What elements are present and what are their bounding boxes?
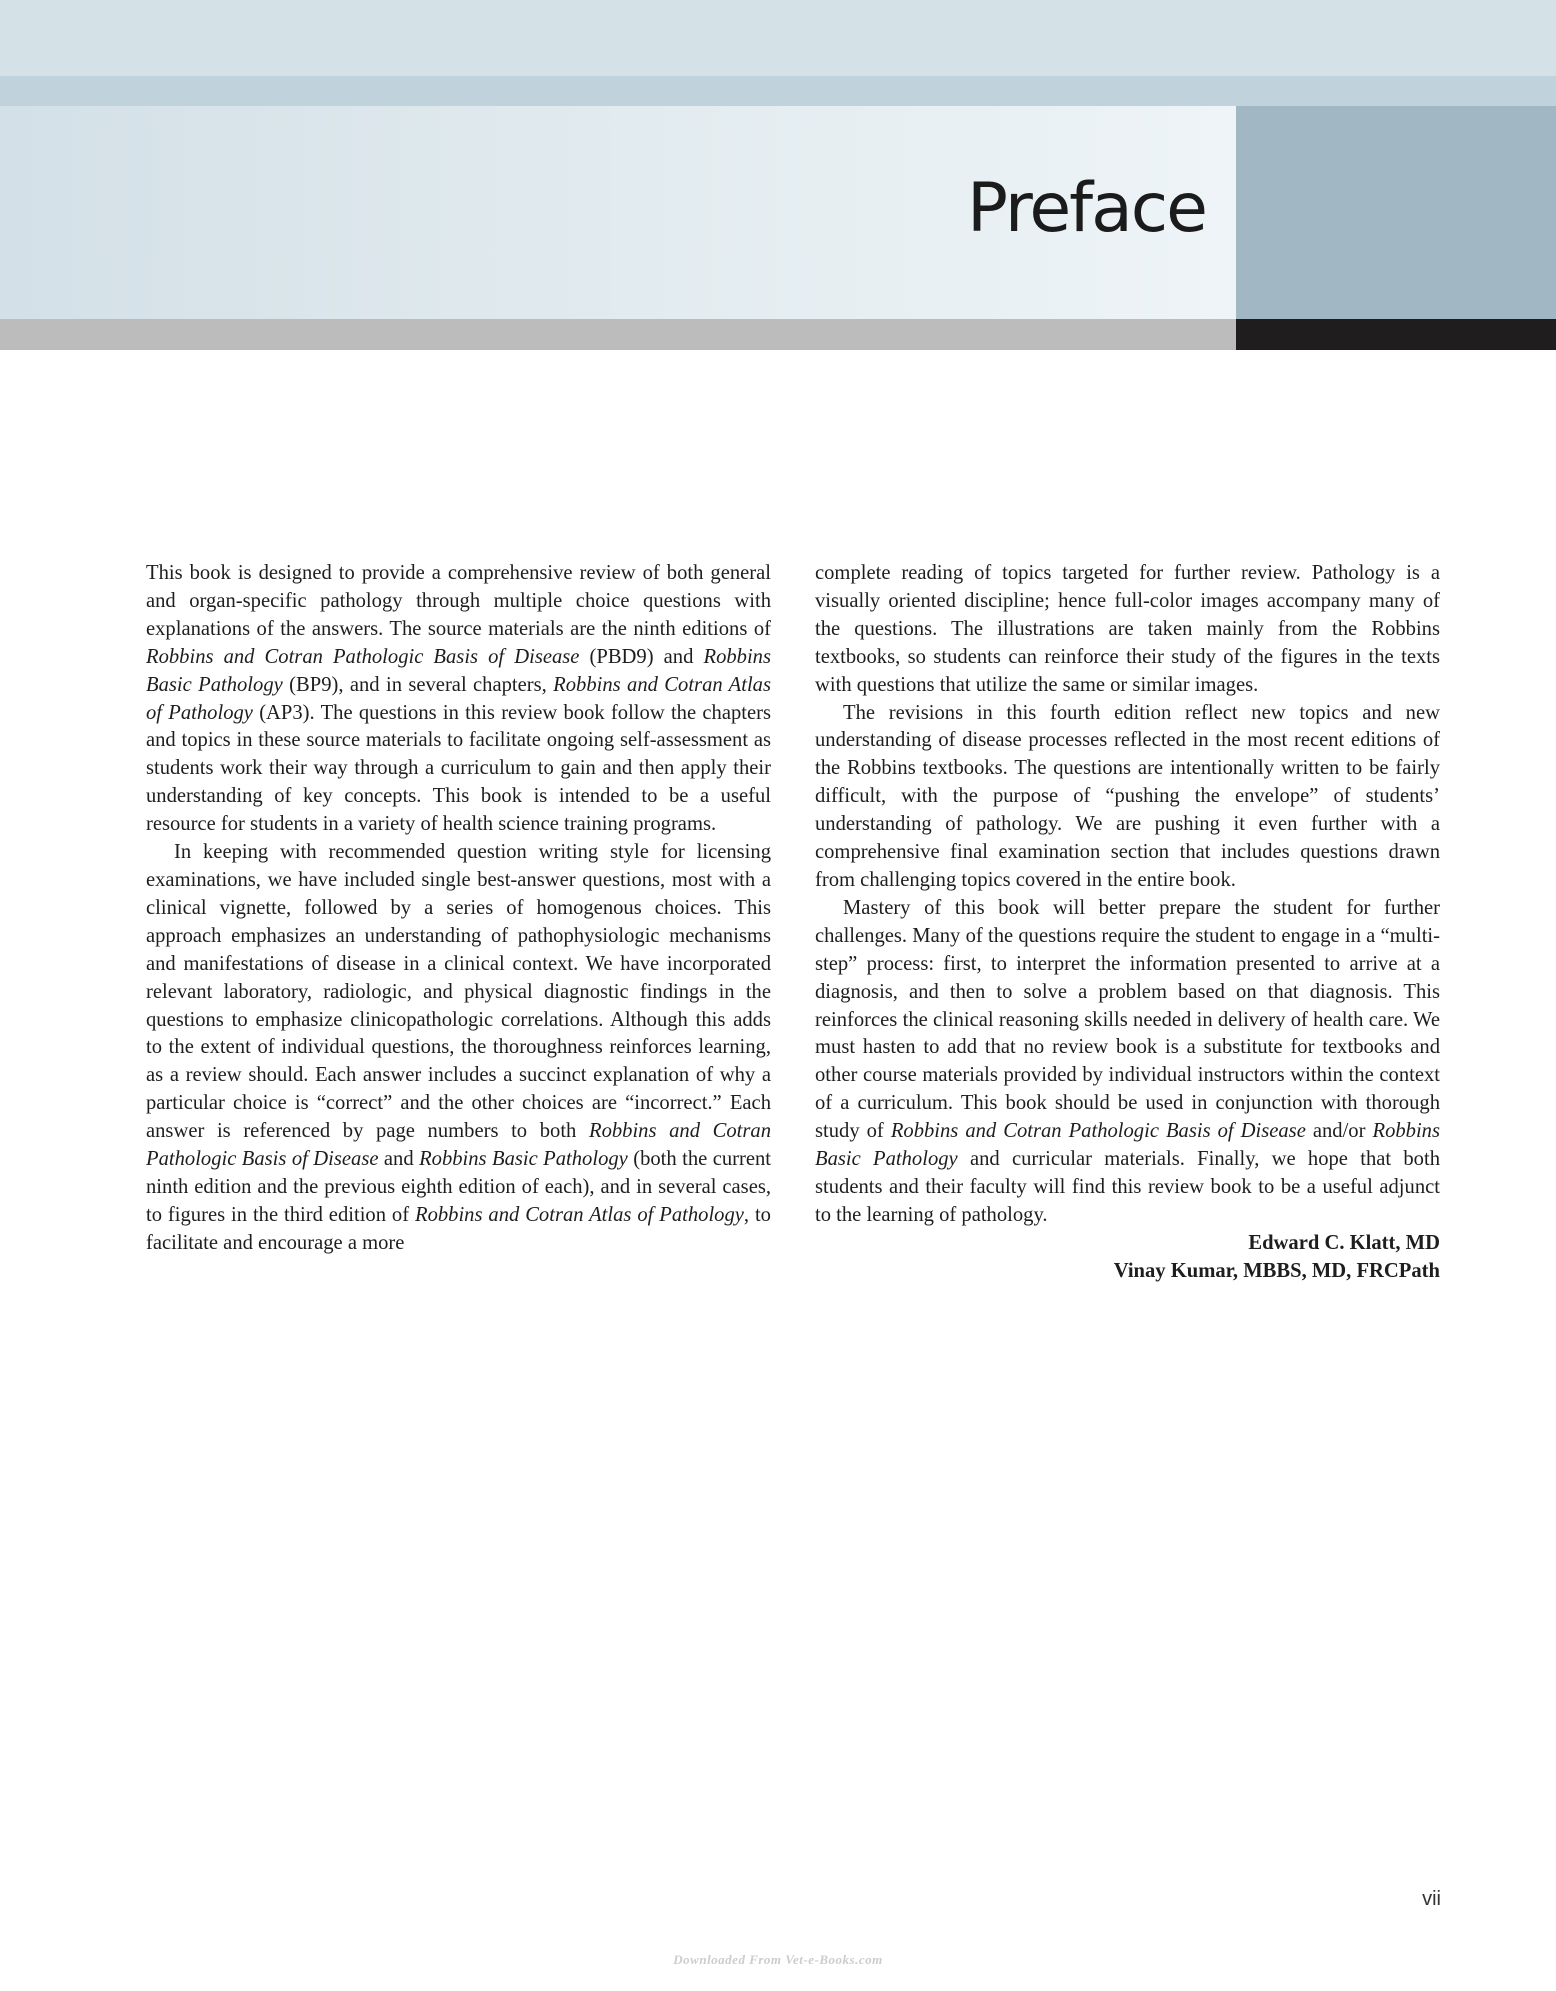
text-run: (PBD9) and	[579, 645, 704, 668]
book-title: Robbins Basic Pathology	[146, 645, 771, 696]
header-accent-block	[1236, 106, 1556, 319]
text-run: and	[378, 1148, 420, 1171]
header-stripe	[0, 76, 1556, 106]
book-title: Robbins and Cotran Atlas of Pathology	[414, 1203, 744, 1226]
paragraph: complete reading of topics targeted for further review. Pathology is a visually oriented discipline; hence full-color images accompany many of the questions. The illustrations are taken mainly from the Robbins textbooks, so students can reinforce their study of the figures in the texts with questions that utilize the same or similar images.	[815, 562, 1440, 696]
text-run: (AP3). The questions in this review book follow the chapters and topics in these source materials to facilitate ongoing self-assessment as students work their way through a curriculum to gain and then apply their understanding of key concepts. This book is intended to be a useful resource for students in a variety of health science training programs.	[146, 701, 771, 836]
left-column	[146, 560, 771, 1258]
text-run: and/or	[1305, 1120, 1373, 1143]
paragraph	[815, 895, 1440, 1230]
text-run: , to facilitate and encourage a more	[146, 1203, 771, 1254]
text-run: and curricular materials. Finally, we hope that both students and their faculty will find this review book to be a useful adjunct to the learning of pathology.	[815, 1148, 1440, 1226]
header-black-bar	[1236, 319, 1556, 350]
right-column	[815, 560, 1440, 1286]
text-run: In keeping with recommended question writing style for licensing examinations, we have included single best-answer questions, most with a clinical vignette, followed by a series of homogenous choices. This approach emphasizes an understanding of pathophysiologic mechanisms and manifestations of disease in a clinical context. We have incorporated relevant laboratory, radiologic, and physical diagnostic findings in the questions to emphasize clinicopathologic correlations. Although this adds to the extent of individual questions, the thoroughness reinforces learning, as a review should. Each answer includes a succinct explanation of why a particular choice is “correct” and the other choices are “incorrect.” Each answer is referenced by page numbers to both	[146, 841, 771, 1143]
book-title: Robbins and Cotran Pathologic Basis of Disease	[890, 1120, 1306, 1143]
page-number: vii	[1422, 1888, 1441, 1910]
book-title: Robbins and Cotran Atlas of Pathology	[146, 673, 771, 724]
book-title: Robbins and Cotran Pathologic Basis of Disease	[146, 1120, 771, 1171]
book-title: Robbins Basic Pathology	[815, 1120, 1440, 1171]
text-run: (BP9), and in several chapters,	[282, 673, 554, 696]
paragraph	[146, 560, 771, 839]
author-signature: Edward C. Klatt, MD	[1248, 1231, 1440, 1254]
paragraph: The revisions in this fourth edition reflect new topics and new understanding of disease processes reflected in the most recent editions of the Robbins textbooks. The questions are intentionally written to be fairly difficult, with the purpose of “pushing the envelope” of students’ understanding of pathology. We are pushing it even further with a comprehensive final examination section that includes questions drawn from challenging topics covered in the entire book.	[815, 701, 1440, 891]
text-run: (both the current ninth edition and the previous eighth edition of each), and in several cases, to figures in the third edition of	[146, 1148, 772, 1226]
paragraph	[146, 839, 771, 1258]
text-run: Mastery of this book will better prepare the student for further challenges. Many of the questions require the student to engage in a “multi-step” process: first, to interpret the information presented to arrive at a diagnosis, and then to solve a problem based on that diagnosis. This reinforces the clinical reasoning skills needed in delivery of health care. We must hasten to add that no review book is a substitute for textbooks and other course materials provided by individual instructors within the context of a curriculum. This book should be used in conjunction with thorough study of	[815, 896, 1440, 1143]
book-title: Robbins Basic Pathology	[419, 1148, 628, 1171]
header-gray-bar	[0, 319, 1236, 350]
book-title: Robbins and Cotran Pathologic Basis of Disease	[146, 645, 580, 668]
text-run: This book is designed to provide a comprehensive review of both general and organ-specific pathology through multiple choice questions with explanations of the answers. The source materials are the ninth editions of	[146, 562, 771, 640]
page-title: Preface	[967, 169, 1206, 248]
watermark: Downloaded From Vet-e-Books.com	[673, 1952, 883, 1967]
author-signature: Vinay Kumar, MBBS, MD, FRCPath	[1113, 1259, 1440, 1282]
header-top-band	[0, 0, 1556, 76]
